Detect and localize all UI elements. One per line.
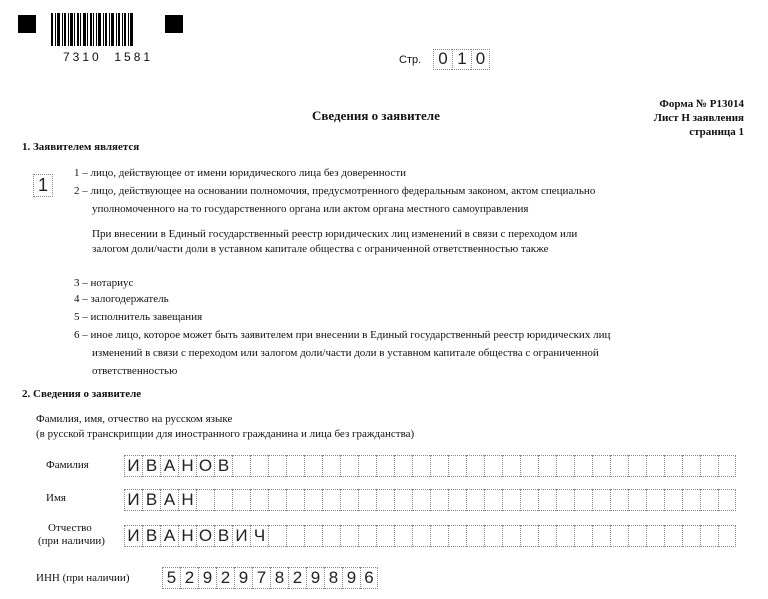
char-cell: В	[142, 489, 160, 511]
char-cell	[664, 455, 682, 477]
char-cell	[664, 525, 682, 547]
char-cell	[574, 455, 592, 477]
char-cell	[268, 525, 286, 547]
char-cell: И	[124, 489, 142, 511]
char-cell: А	[160, 489, 178, 511]
char-cell	[376, 489, 394, 511]
char-cell: О	[196, 525, 214, 547]
char-cell	[322, 525, 340, 547]
char-cell	[718, 489, 736, 511]
char-cell	[700, 525, 718, 547]
char-cell	[268, 455, 286, 477]
page-digit: 1	[452, 49, 471, 70]
char-cell: В	[214, 525, 232, 547]
inn-field[interactable]	[162, 567, 378, 589]
char-cell	[394, 525, 412, 547]
char-cell	[538, 525, 556, 547]
char-cell	[358, 489, 376, 511]
char-cell: 6	[360, 567, 378, 589]
char-cell: В	[142, 525, 160, 547]
form-page: страница 1	[689, 126, 744, 138]
char-cell	[250, 489, 268, 511]
char-cell	[610, 525, 628, 547]
option-6-cont2: ответственностью	[92, 365, 178, 377]
char-cell	[466, 525, 484, 547]
char-cell: И	[124, 455, 142, 477]
char-cell	[412, 489, 430, 511]
patronymic-label	[38, 522, 105, 548]
char-cell: Н	[178, 525, 196, 547]
char-cell	[448, 455, 466, 477]
char-cell: И	[232, 525, 250, 547]
char-cell	[502, 525, 520, 547]
fio-subheading-line2: (в русской транскрипции для иностранного гражданина и лица без гражданства)	[36, 428, 415, 440]
corner-marker-left	[18, 15, 36, 33]
char-cell	[682, 455, 700, 477]
barcode	[51, 13, 133, 46]
char-cell	[232, 489, 250, 511]
name-field[interactable]	[124, 489, 736, 511]
char-cell: Ч	[250, 525, 268, 547]
patronymic-label-line1: Отчество	[48, 522, 92, 534]
option-4: 4 – залогодержатель	[74, 293, 169, 305]
char-cell	[304, 455, 322, 477]
char-cell	[538, 489, 556, 511]
char-cell: О	[196, 455, 214, 477]
char-cell	[520, 455, 538, 477]
char-cell	[394, 489, 412, 511]
char-cell	[430, 525, 448, 547]
char-cell	[250, 455, 268, 477]
char-cell	[520, 525, 538, 547]
char-cell: Н	[178, 489, 196, 511]
char-cell	[340, 455, 358, 477]
char-cell: 8	[270, 567, 288, 589]
char-cell	[430, 489, 448, 511]
char-cell	[340, 525, 358, 547]
char-cell: 9	[234, 567, 252, 589]
char-cell	[484, 455, 502, 477]
section1-heading: 1. Заявителем является	[22, 141, 140, 153]
char-cell: 2	[216, 567, 234, 589]
char-cell	[700, 489, 718, 511]
char-cell	[628, 489, 646, 511]
form-meta	[654, 97, 744, 139]
applicant-type-field[interactable]	[33, 174, 53, 197]
char-cell	[646, 489, 664, 511]
char-cell	[592, 525, 610, 547]
applicant-type-value: 1	[33, 174, 53, 197]
char-cell	[556, 455, 574, 477]
char-cell	[538, 455, 556, 477]
char-cell	[592, 455, 610, 477]
patronymic-label-line2: (при наличии)	[38, 535, 105, 547]
option-2: 2 – лицо, действующее на основании полномочия, предусмотренного федеральным законом, актом специально	[74, 185, 596, 197]
char-cell	[358, 525, 376, 547]
char-cell	[304, 525, 322, 547]
fio-subheading	[36, 412, 414, 442]
char-cell: И	[124, 525, 142, 547]
inn-label: ИНН (при наличии)	[36, 572, 130, 584]
char-cell: В	[142, 455, 160, 477]
char-cell	[232, 455, 250, 477]
char-cell	[574, 489, 592, 511]
option-1: 1 – лицо, действующее от имени юридического лица без доверенности	[74, 167, 407, 179]
option-5: 5 – исполнитель завещания	[74, 311, 203, 323]
char-cell	[214, 489, 232, 511]
char-cell	[394, 455, 412, 477]
char-cell	[718, 525, 736, 547]
option-6: 6 – иное лицо, которое может быть заявителем при внесении в Единый государственный реестр юридических лиц	[74, 329, 611, 341]
char-cell	[466, 455, 484, 477]
patronymic-field[interactable]	[124, 525, 736, 547]
char-cell	[700, 455, 718, 477]
char-cell: 8	[324, 567, 342, 589]
char-cell: 9	[342, 567, 360, 589]
form-sheet: Лист Н заявления	[653, 112, 744, 124]
char-cell: В	[214, 455, 232, 477]
char-cell: А	[160, 525, 178, 547]
char-cell	[502, 455, 520, 477]
option-2-note-line2: залогом доли/части доли в уставном капитале общества с ограниченной ответственностью также	[92, 243, 549, 255]
char-cell	[718, 455, 736, 477]
option-3: 3 – нотариус	[74, 277, 134, 289]
char-cell	[610, 455, 628, 477]
char-cell: 2	[180, 567, 198, 589]
form-number: Форма № Р13014	[659, 98, 744, 110]
barcode-number: 7310 1581	[63, 50, 154, 64]
char-cell	[322, 489, 340, 511]
char-cell	[322, 455, 340, 477]
char-cell: 7	[252, 567, 270, 589]
char-cell	[304, 489, 322, 511]
form-title: Сведения о заявителе	[312, 108, 440, 123]
char-cell: 2	[288, 567, 306, 589]
char-cell	[286, 525, 304, 547]
char-cell	[340, 489, 358, 511]
char-cell	[520, 489, 538, 511]
char-cell	[682, 525, 700, 547]
char-cell	[376, 455, 394, 477]
char-cell	[484, 489, 502, 511]
page-digit: 0	[471, 49, 490, 70]
section2-heading: 2. Сведения о заявителе	[22, 388, 142, 400]
char-cell	[628, 455, 646, 477]
option-6-cont1: изменений в связи с переходом или залогом доли/части доли в уставном капитале общества с ограниченной	[92, 347, 599, 359]
char-cell	[592, 489, 610, 511]
char-cell: 5	[162, 567, 180, 589]
char-cell	[196, 489, 214, 511]
surname-field[interactable]	[124, 455, 736, 477]
char-cell	[412, 455, 430, 477]
page-label: Стр.	[399, 54, 422, 66]
char-cell	[376, 525, 394, 547]
page-digit: 0	[433, 49, 452, 70]
char-cell	[286, 489, 304, 511]
char-cell: 9	[306, 567, 324, 589]
char-cell	[628, 525, 646, 547]
char-cell	[448, 525, 466, 547]
char-cell	[502, 489, 520, 511]
option-2-cont: уполномоченного на то государственного органа или актом органа местного самоуправления	[92, 203, 529, 215]
name-label: Имя	[46, 492, 66, 504]
char-cell: А	[160, 455, 178, 477]
char-cell	[448, 489, 466, 511]
fio-subheading-line1: Фамилия, имя, отчество на русском языке	[36, 413, 233, 425]
char-cell	[574, 525, 592, 547]
char-cell	[484, 525, 502, 547]
char-cell	[664, 489, 682, 511]
char-cell	[646, 525, 664, 547]
char-cell	[412, 525, 430, 547]
char-cell	[556, 525, 574, 547]
page-number-field[interactable]	[433, 49, 490, 70]
char-cell	[646, 455, 664, 477]
corner-marker-right	[165, 15, 183, 33]
option-2-note-line1: При внесении в Единый государственный реестр юридических лиц изменений в связи с переходом или	[92, 228, 578, 240]
char-cell: Н	[178, 455, 196, 477]
char-cell	[286, 455, 304, 477]
char-cell	[268, 489, 286, 511]
char-cell	[682, 489, 700, 511]
char-cell	[430, 455, 448, 477]
char-cell	[358, 455, 376, 477]
char-cell: 9	[198, 567, 216, 589]
char-cell	[610, 489, 628, 511]
surname-label: Фамилия	[46, 459, 89, 471]
char-cell	[466, 489, 484, 511]
char-cell	[556, 489, 574, 511]
